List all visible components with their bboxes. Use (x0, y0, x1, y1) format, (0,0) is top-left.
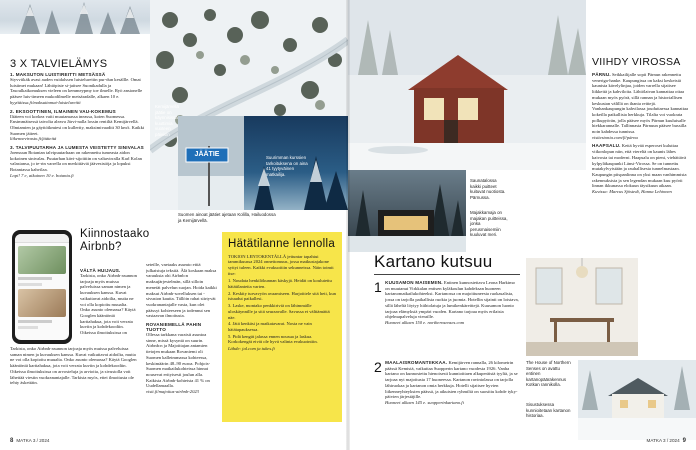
item-3-link[interactable]: Lopi! 7 e, aikuinen 10 e. botania.fi (10, 172, 74, 178)
manor-p2-link[interactable]: Huoneet alkaen 145 e. suopperinkartano.fi (385, 399, 464, 405)
manor-interior-photo (526, 258, 638, 356)
tips-source: Lähde: jal.com ja tukes.fi (228, 346, 275, 352)
manor-p1-lead: KUUSAMON MAISEMIIN. (385, 280, 443, 285)
tips-title: Hätätilanne lennolla (228, 238, 336, 250)
airbnb-title: Kiinnostaako Airbnb? (80, 228, 150, 253)
airbnb-link[interactable]: visit.fi/majoitus-airbnb-2023 (146, 389, 199, 395)
wine-p2-link: Kuvissa: Marcus Sjöstedt, Hanna Lehtonen (592, 189, 672, 195)
caption-night: Suurimman kurssien tarkoituksena on aina 41 tyytyväinen matkailija. (266, 155, 308, 177)
cabin-photo (348, 0, 586, 170)
wine-p2-text: Kettä hyvää esperoset kuluttaa viikonlopun niin, että viereltä on kaunis lähes kaivosta tai moderni. Haapsalu on pieni, viehättävä kylpyläkaupunki Länsi-Virossa. Se on tunnettu mutakylvyistään ja rauhallisesta tunnelmastaan. Kaupungin piispanlinna on yksi maan vanhimmista rakennuksista ja sen legendan mukaan kuu pyörii linnan ikkunassa elokuun täysikuun aikaan. (592, 143, 687, 189)
airbnb-col-2b-text: Ollessa tarkkana varaisit asuntoa sinne, missä kysyntä on suurin. Airbnb:n ja Majoittajan antamien tietojen mukaan Rovaniemi oli Suomen kalleimmassa kohteessa, keskimäärin 48–90 euroa. Pohjois-Suomen matkailukohteissa hinnat nousevat erityisesti joulun alla. Kaikista Airbnb-kohteista 41 % on Uudellamaalla. (146, 332, 211, 389)
item-3-text: Joensuun Botanian talvipuutarhaan on rakennettu tumeasta aidon kokoinen sinivalas. Puutarhan kävi-sijoittiin on valtavirralla Karl Kolan valastansa, jo te-rin varrella on merkittäviä jäävesistöja ja lopuksi Botaniassa kahvilaa. (10, 150, 142, 173)
caption-forest: Majakkamaja on majakan puitteissa, jonka perusmaisemiin kuuluvat meri. (470, 210, 508, 238)
manor-num-1: 1 (374, 279, 383, 295)
wine-p1 (592, 72, 690, 135)
wine-column (592, 72, 690, 195)
airbnb-col-1 (80, 268, 138, 337)
snowy-trees-photo (0, 0, 150, 34)
airbnb-col-1-more: Tarkista, onko Airbnb-asunnon tarjoaja myös muissa palveluissa saman nimen ja kuvauksen kanssa. Kuvat vaikuttavat aidoilta, mutta ne voi olla kopioitu muualta. Onko asunto olemassa? Käytä Googlen kääntöniä karttahakua, jota voit verrata kuviin ja kohdekoodiin. Oikeissa ilmoituksissa on arvosteluja ja arvioita, ja sivustolla voit lähettää viestin vuokranantajalle. Tarkista myös, ettei ilmoitusta ole tehty äskettäin. (10, 346, 137, 386)
tips-item-5: 5. Pidä kengät jalassa ennen nousua ja laskua. Korkokengät eivät ole hyvä valinta evakuointiin. (228, 333, 318, 345)
right-folio-text: MATKA 3 / 2024 (646, 438, 680, 443)
item-2-heading: 2. EKSOOTTINEN, ILMAINEN VAU-KOKEMUS (10, 108, 116, 114)
manor-p1 (374, 280, 520, 326)
manor-p1-link[interactable]: Huoneet alkaen 150 e. northernsenses.com (385, 319, 465, 325)
wine-p2-heading: HAAPSALU. (592, 143, 621, 149)
item-2-link[interactable]: liikennevirasto.fi/jääteitä (10, 136, 57, 142)
manor-p2-lead: MAALAISROMANTIIKKAA. (385, 360, 448, 365)
snow-house-photo (578, 360, 696, 440)
manor-num-2: 2 (374, 359, 383, 375)
airbnb-sub-heading: ROVANIEMELLÄ PAHIN TUOTTO (146, 322, 202, 333)
manor-rule (374, 274, 520, 275)
manor-p2 (374, 360, 520, 406)
manor-p2-text: Kemijärven rannalla, 26 kilometrin päässä Kemistä, vaikuttaa Suopperin kartano vuodesta 1926. Vanha kartano on kunnostettu hienoisesti kunnioittaen alkuperäistä tyyliä, ja se tarjoaa nyt majoitusta 17 huoneessa. Kartanon ravintolassa on tarjolla lähiruokaa ja kartanon omia herkkuja. Hotelli sijaitsee hyvien liikenneyhteyksien päässä, ja aikuisten ryhmiltä on suosittu kohde tyky-päivien järjestäjille. (385, 360, 518, 400)
tips-item-1: 1. Noudata henkilökunnan käskyjä. Heidät on koulutettu hätätilanteita varten. (228, 278, 332, 290)
left-page-number: 8 (10, 438, 14, 444)
airbnb-col-2 (146, 262, 218, 395)
manor-p1-body (385, 280, 520, 320)
section-items (10, 72, 146, 179)
right-page-number: 9 (682, 438, 686, 444)
caption-house: The House of Northern Senses on avattu entinen kartanopäärakennus Kotkan rannikolla. (526, 360, 571, 388)
right-folio (647, 438, 686, 444)
airbnb-col-1-text: Tarkista, onko Airbnb-asunnon tarjoaja myös muissa palveluissa saman nimen ja kuvauksen kanssa. Kuvat vaikuttavat aidoilta, mutta ne voi olla kopioitu muualta. Onko asunto olemassa? Käytä Googlen kääntöniä karttahakua, jota voit verrata kuviin ja kohdekoodiin. Oikeissa ilmoituksissa on (80, 273, 137, 336)
manor-p2-body (385, 360, 520, 400)
forest-house-photo (348, 170, 466, 252)
left-folio-text: MATKA 3 / 2024 (16, 438, 50, 443)
tips-lead: TOKION LENTOKENTÄLLÄ jettuntar tapahtui tammikuussa 2024 onnettomuus, jossa matkustajakone syttyi tuleen. Kaikki evakuoitiin sekunneissa. Näin toimit itse: (228, 253, 334, 276)
item-3-heading: 3. TALVIPUUTARHA JA LUMESTA VEISTETTY SINIVALAS (10, 145, 144, 151)
item-2-text: Iltäteen voi korkea vaiti muutamassa ineassa, koten Suomessa. Ensimmäisessä taivolta aleava Järvi-nalla lossin rentiltä Kemijärvellä. Olmtamien ja gäyttöikmiesi on kullertty, maksimivaaditt 30 km/t. Kaikki Suomen jäiteet. (10, 113, 145, 136)
right-page (348, 0, 696, 450)
wine-p1-text: Seikkailijalle sopii Pärnun rakennettu veneriga-hanke. Kaupungissa on kaksi keskeistä kaunista kävelylinjaa, joiden varrella sijaitsee liikkeitä ja kahviloita. Lähtölaivan kannattaa ottaa mukaan myös pyörä, sillä rannan ja historiallisen keskustan välillä on ihania reittejä. Vanhankaupungin kahvilassa jouduttaessa kannattaa kokeilla paikallisia herkkuja. Tilalta voi vuokrata polkupyörän, jolla pääsee myös Pärnun kuuluisalle hiekkarannalle. Tallinnasta Pärnuun pääsee bussilla noin kahdessa tunnissa. (592, 72, 689, 135)
caption-lamp: Sisustuksessa kunnioitetaan kartanon historiaa. (526, 402, 571, 419)
caption-cabin: Saunatalossa kaikki puitteet kuituvat nuotiosta. Pärnussa. (470, 178, 506, 200)
wine-p1-heading: PÄRNU. (592, 72, 611, 77)
spine-gutter (346, 0, 350, 450)
tips-item-3: 3. Laske, montako penkkiriviä on lähimmälle uloskäynnille ja sitä seuraavalle. Savussa et välttämättä näe. (228, 303, 330, 320)
item-1-heading: 1. MAKSUTON LUISTIREITTI METSÄSSÄ (10, 72, 106, 77)
tips-item-2: 2. Keskity turvavyön avaamiseen. Harjoittele sitä heti, kun istuudut paikallesi. (228, 290, 336, 302)
item-1-link[interactable]: hyytiäissa.fi/maksuttomat-luistelureitit (10, 99, 81, 105)
caption-ice-road: Kemijärvellä jäätie on käynnisissä kuuttimia vuoteen päivisin (155, 104, 179, 137)
ice-road-sign-text: JÄÄTIE (194, 151, 220, 158)
emergency-tips-box (222, 232, 342, 422)
caption-ice-roads: Suomen ainoat jäätiet ajetaan Kolilla, Hailuodossa ja Kemijärvellä. (178, 212, 276, 223)
airbnb-lead-heading: VÄLTÄ HUIJAUS. (80, 268, 121, 273)
left-folio (10, 438, 49, 444)
tips-item-4: 4. Jätä kenkäsi ja matkatavarat. Nosta ne vain hätätapauksessa. (228, 321, 312, 332)
wine-p2 (592, 143, 690, 189)
section-title: 3 X TALVIELÄMYS (10, 58, 108, 70)
phone-mockup (12, 230, 72, 344)
item-1-text: Styvviikäk avasi auden vuidalssen luistelureitin pur-dun kesällle. Omat luistimet mukaan! Lähtöpiste si-jaitsee Suonikadulla ja Tasoulkaikomuksen vieleen on kemmeypmy toe ilmelle. Ryö ansionelle pääsee luis-timeen mukodilmelle metsäradalle, alkaen 10 e. (10, 77, 143, 100)
airbnb-col-1-cont (10, 346, 138, 438)
airbnb-col-2-text: seteille, vaetaaks asumto ettiä julkaistuja tekstiä. Älä koskaan maksa varauksia ohi Airbnb:n maksujärjestelmän, sillä silloin menetät palvelun suojan. Hoida kaikki maksut Airbnb-sovelluksen tai -sivuston kautta. Tällöin rahat siirtyvät vuokranantajalle vasta, kun olet päässyt kohteeseen ja todennut sen vastaavan ilmoitusta. (146, 262, 217, 319)
manor-p1-text: Entinen kunnostettava Leona Harkimo on muutanut Virkkalan entisen kyläkoulun kahdeksan huoneen kartanomatkailukohteeksi. Kartanossa on majoittuneesta ruokasalista, jossa on tarjolla paikallisia ruokia ja juomia. Hotellin sijainti on loistava, sillä läheltä löytyy hiihtolatuja ja lumikenkäreittejä. Kuusamon luonto tarjoaa elämyksiä ympäri vuoden. Kartano tarjoaa myös erilaisia ohjelmapalveluja vieraille. (385, 280, 519, 320)
wine-p1-link[interactable]: visitestonia.com/fi/pärnu (592, 134, 638, 140)
manor-title: Kartano kutsuu (374, 252, 493, 271)
wine-title: VIIHDY VIROSSA (592, 56, 681, 68)
ice-road-sign-photo (178, 116, 244, 210)
